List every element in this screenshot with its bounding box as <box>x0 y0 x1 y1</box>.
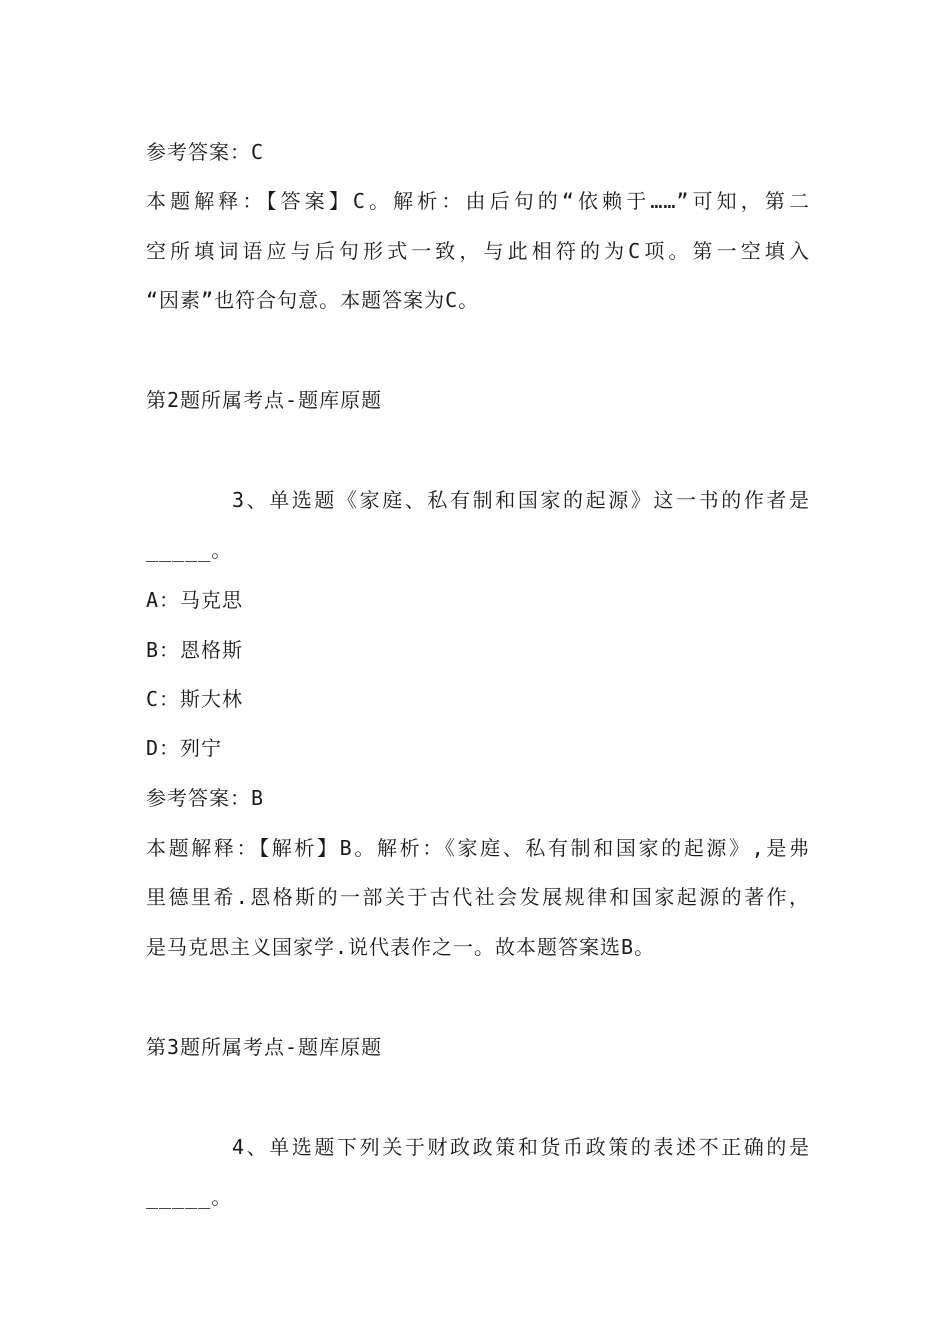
q2-explanation-line-2: 空所填词语应与后句形式一致，与此相符的为C项。第一空填入 <box>146 239 810 263</box>
q3-topic: 第3题所属考点-题库原题 <box>146 1035 383 1059</box>
q3-explanation-line-1: 本题解释：【解析】B。解析：《家庭、私有制和国家的起源》,是弗 <box>146 836 810 860</box>
q3-option-a: A：马克思 <box>146 588 244 612</box>
q4-stem-line-2: _____。 <box>146 1185 233 1209</box>
q2-topic: 第2题所属考点-题库原题 <box>146 388 383 412</box>
q3-option-c: C：斯大林 <box>146 687 244 711</box>
q3-answer: 参考答案：B <box>146 786 265 810</box>
q2-explanation-line-3: “因素”也符合句意。本题答案为C。 <box>146 288 480 312</box>
q3-explanation-line-2: 里德里希.恩格斯的一部关于古代社会发展规律和国家起源的著作， <box>146 885 810 909</box>
q3-option-b: B：恩格斯 <box>146 638 244 662</box>
q4-stem-line-1: 4、单选题下列关于财政政策和货币政策的表述不正确的是 <box>232 1135 810 1159</box>
q3-option-d: D：列宁 <box>146 736 223 760</box>
q3-explanation-line-3: 是马克思主义国家学.说代表作之一。故本题答案选B。 <box>146 935 656 959</box>
q2-explanation-line-1: 本题解释：【答案】C。解析：由后句的“依赖于……”可知，第二 <box>146 189 810 213</box>
q3-stem-line-2: _____。 <box>146 538 233 562</box>
q2-answer: 参考答案：C <box>146 140 265 164</box>
q3-stem-line-1: 3、单选题《家庭、私有制和国家的起源》这一书的作者是 <box>232 488 810 512</box>
